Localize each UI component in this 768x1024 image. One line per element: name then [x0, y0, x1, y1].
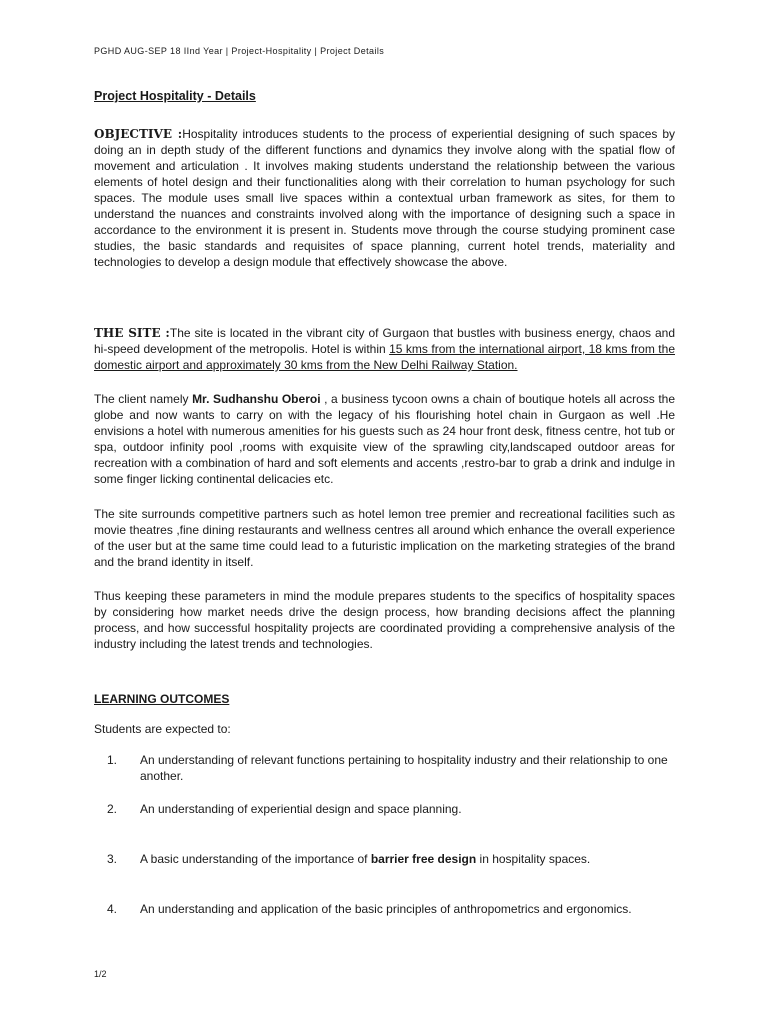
- client-paragraph: [94, 391, 675, 487]
- list-item-text-before: A basic understanding of the importance of: [140, 852, 371, 866]
- page-title: Project Hospitality - Details: [94, 89, 256, 103]
- objective-paragraph: [94, 126, 675, 270]
- site-distances: 15 kms from the international airport, 18 kms from the domestic airport and approximately 30 kms from the New Delhi Railway Station.: [94, 342, 675, 372]
- list-item-text-after: in hospitality spaces.: [476, 852, 591, 866]
- objective-label: OBJECTIVE :: [94, 127, 183, 141]
- list-item-number: 3.: [107, 852, 118, 866]
- list-item-text: An understanding of experiential design and space planning.: [140, 802, 462, 816]
- list-item-text: [140, 851, 675, 867]
- page-number: 1/2: [94, 969, 107, 979]
- learning-intro: Students are expected to:: [94, 722, 231, 736]
- running-header: PGHD AUG-SEP 18 IInd Year | Project-Hospitality | Project Details: [94, 46, 385, 56]
- client-name: Mr. Sudhanshu Oberoi: [192, 392, 321, 406]
- learning-outcomes-heading: LEARNING OUTCOMES: [94, 692, 230, 706]
- list-item-text: An understanding and application of the basic principles of anthropometrics and ergonomics.: [140, 902, 632, 916]
- list-item-number: 4.: [107, 902, 118, 916]
- client-text-before: The client namely: [94, 392, 193, 406]
- list-item-number: 2.: [107, 802, 118, 816]
- barrier-free-design-emphasis: barrier free design: [370, 852, 477, 866]
- client-text-after: , a business tycoon owns a chain of boutique hotels all across the globe and now wants to carry on with the legacy of his flourishing hotel chain in Gurgaon as well .He envisions a hotel with numerous amenities for his guests such as 24 hour front desk, fitness centre, hot tub or spa, outdoor infinity pool ,rooms with exquisite view of the sprawling city,landscaped outdoor areas for recreation with a combination of hard and soft elements and accents ,restro-bar to grab a drink and indulge in some finger licking continental delicacies etc.: [94, 392, 675, 486]
- module-paragraph: Thus keeping these parameters in mind the module prepares students to the specifics of hospitality spaces by considering how market needs drive the design process, how branding decisions affect the planning process, and how successful hospitality projects are coordinated providing a comprehensive analysis of the industry including the latest trends and technologies.: [94, 589, 675, 651]
- objective-text: Hospitality introduces students to the process of experiential designing of such spaces by doing an in depth study of the different functions and dynamics they involve along with the spatial flow of movement and articulation . It involves making students understand the relationship between the various elements of hotel design and their functionalities along with their correlation to human psychology for such spaces. The module uses small live spaces within a contextual urban framework as sites, for them to understand the nuances and constraints involved along with the importance of designing such a space in accordance to the environment it is present in. Students move through the course studying prominent case studies, the basic standards and requisites of space planning, current hotel trends, materiality and technologies to develop a design module that effectively showcase the above.: [94, 127, 676, 269]
- site-paragraph: [94, 325, 675, 373]
- site-label: THE SITE :: [94, 326, 170, 340]
- list-item-text: An understanding of relevant functions pertaining to hospitality industry and their relationship to one another.: [140, 753, 668, 783]
- surroundings-paragraph: The site surrounds competitive partners such as hotel lemon tree premier and recreational facilities such as movie theatres ,fine dining restaurants and wellness centres all around which enhance the overall experience of the user but at the same time could lead to a futuristic implication on the marketing strategies of the brand and the brand identity in itself.: [94, 507, 675, 569]
- list-item-number: 1.: [107, 753, 118, 767]
- site-text: The site is located in the vibrant city of Gurgaon that bustles with business energy, chaos and hi-speed development of the metropolis. Hotel is within: [94, 326, 675, 356]
